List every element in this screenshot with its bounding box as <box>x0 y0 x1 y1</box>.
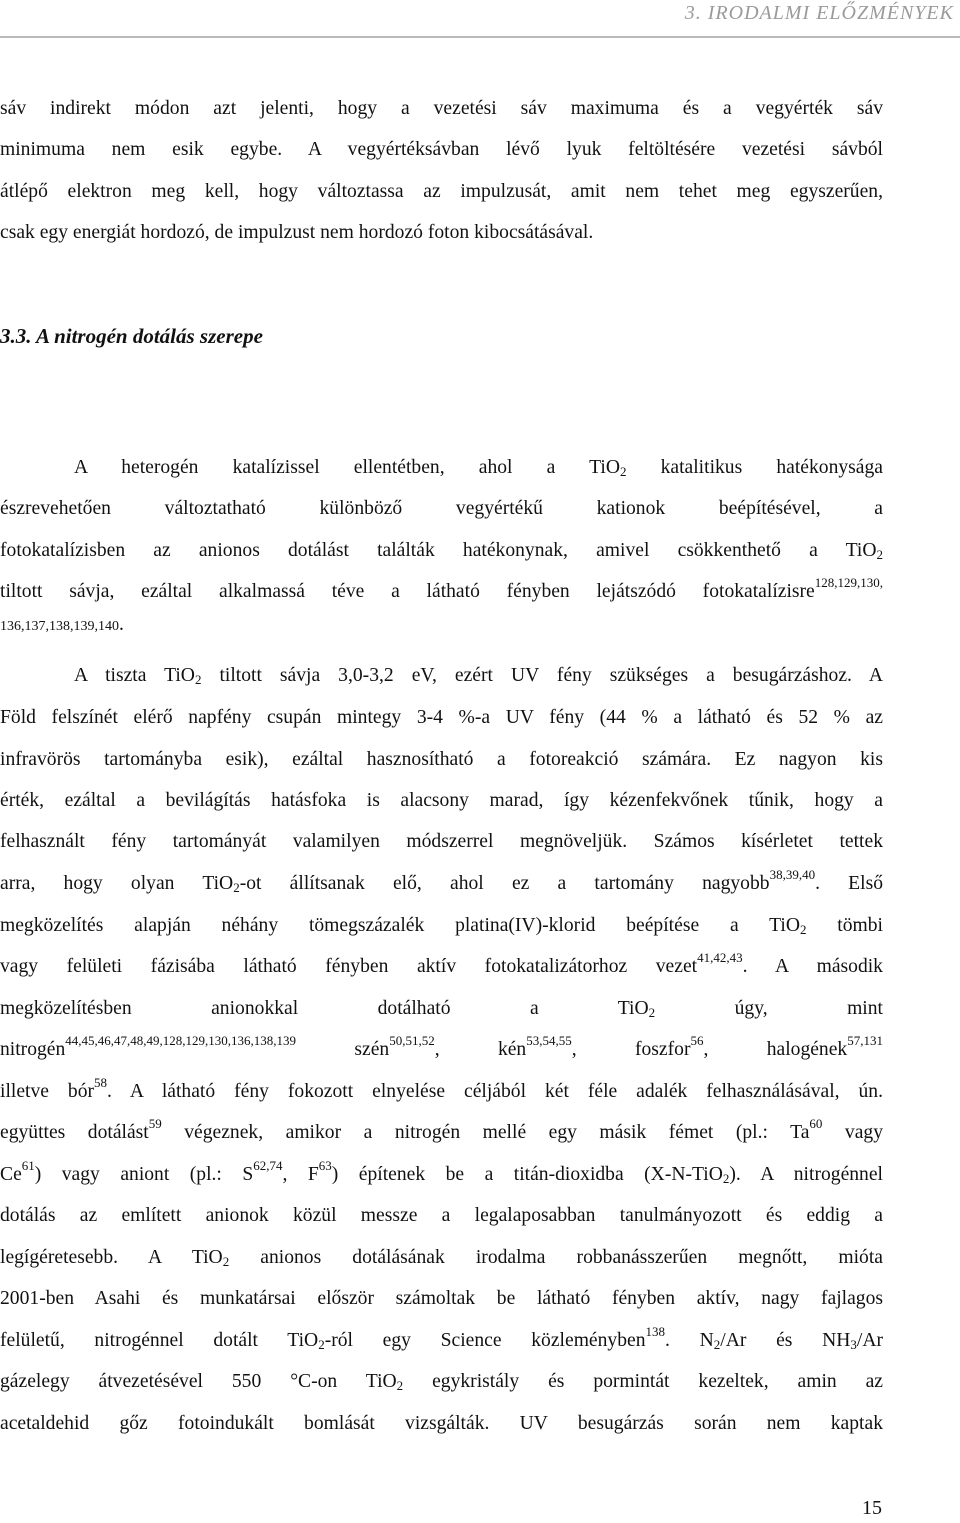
text-line: A tiszta TiO$_2$ tiltott sávja 3,0-3,2 eV, ezért UV fény szükséges a besugárzáshoz. A <box>74 665 884 687</box>
text-line: minimuma nem esik egybe. A vegyértéksávban lévő lyuk feltöltésére vezetési sávból <box>0 139 883 161</box>
text-line: acetaldehid gőz fotoindukált bomlását vizsgálták. UV besugárzás során nem kaptak <box>0 1413 883 1434</box>
text-line: felhasznált fény tartományát valamilyen módszerrel megnöveljük. Számos kísérletet tettek <box>0 831 883 852</box>
text-line: arra, hogy olyan TiO$_2$-ot állítsanak elő, ahol ez a tartomány nagyobb$^{38,39,40}$. Első <box>0 867 883 895</box>
text-line: Föld felszínét elérő napfény csupán mintegy 3-4 %-a UV fény (44 % a látható és 52 % az <box>0 707 883 728</box>
text-line: megközelítés alapján néhány tömegszázalék platina(IV)-klorid beépítése a TiO$_2$ tömbi <box>0 915 883 937</box>
text-line: dotálás az említett anionok közül messze a legalaposabban tanulmányozott és eddig a <box>0 1205 883 1226</box>
text-line: 136,137,138,139,140. <box>0 614 124 635</box>
text-line: érték, ezáltal a bevilágítás hatásfoka is alacsony marad, így kézenfekvőnek tűnik, hogy a <box>0 790 883 811</box>
text-line: csak egy energiát hordozó, de impulzust nem hordozó foton kibocsátásával. <box>0 221 594 243</box>
text-line: vagy felületi fázisába látható fényben aktív fotokatalizátorhoz vezet$^{41,42,43}$. A második <box>0 950 883 977</box>
paragraph-intro <box>0 88 883 253</box>
text-line: legígéretesebb. A TiO$_2$ anionos dotálásának irodalma robbanásszerűen megnőtt, mióta <box>0 1247 883 1269</box>
section-heading: 3.3. A nitrogén dotálás szerepe <box>0 324 263 348</box>
text-line: fotokatalízisben az anionos dotálást találták hatékonynak, amivel csökkenthető a TiO$_2$ <box>0 540 883 562</box>
citation-refs: 136,137,138,139,140 <box>0 619 119 634</box>
text-line: átlépő elektron meg kell, hogy változtassa az impulzusát, amit nem tehet meg egyszerűen, <box>0 180 883 202</box>
text-line: felületű, nitrogénnel dotált TiO$_2$-ról egy Science közleményben$^{138}$. $N_2/Ar$ és $NH_3/Ar$ <box>0 1324 884 1352</box>
text-line: nitrogén$^{44,45,46,47,48,49,128,129,130,136,138,139}$ szén$^{50,51,52}$, kén$^{53,54,55}$, foszfor$^{56}$, halogének$^{57,131}$ <box>0 1033 883 1060</box>
text-line: illetve bór$^{58}$. A látható fény fokozott elnyelése céljából két féle adalék felhasználásával, ún. <box>0 1075 883 1102</box>
text-line: tiltott sávja, ezáltal alkalmassá téve a látható fényben lejátszódó fotokatalízisre$^{128,129,130,}$ <box>0 575 883 602</box>
text-line: gázelegy átvezetésével 550 °C-on TiO$_2$ egykristály és pormintát kezeltek, amin az <box>0 1371 883 1393</box>
text-line: 2001-ben Asahi és munkatársai először számoltak be látható fényben aktív, nagy fajlagos <box>0 1288 883 1309</box>
running-header: 3. IRODALMI ELŐZMÉNYEK <box>684 2 954 24</box>
text-line: megközelítésben anionokkal dotálható a TiO$_2$ úgy, mint <box>0 998 883 1020</box>
text-line: észrevehetően változtatható különböző vegyértékű kationok beépítésével, a <box>0 498 883 519</box>
text-line: együttes dotálást$^{59}$ végeznek, amikor a nitrogén mellé egy másik fémet (pl.: Ta$^{60}$ vagy <box>0 1116 883 1143</box>
text-line: Ce$^{61}$) vagy aniont (pl.: S$^{62,74}$, $F^{63}$) építenek be a titán-dioxidba (X-N-TiO$_2$). A nitrogénnel <box>0 1158 883 1186</box>
text-line: sáv indirekt módon azt jelenti, hogy a vezetési sáv maximuma és a vegyérték sáv <box>0 98 883 119</box>
text-line: A heterogén katalízissel ellentétben, ahol a TiO$_2$ katalitikus hatékonysága <box>74 457 883 479</box>
page-number: 15 <box>862 1497 882 1519</box>
header-rule <box>0 36 960 38</box>
text-line: infravörös tartományba esik), ezáltal hasznosítható a fotoreakció számára. Ez nagyon kis <box>0 749 883 770</box>
